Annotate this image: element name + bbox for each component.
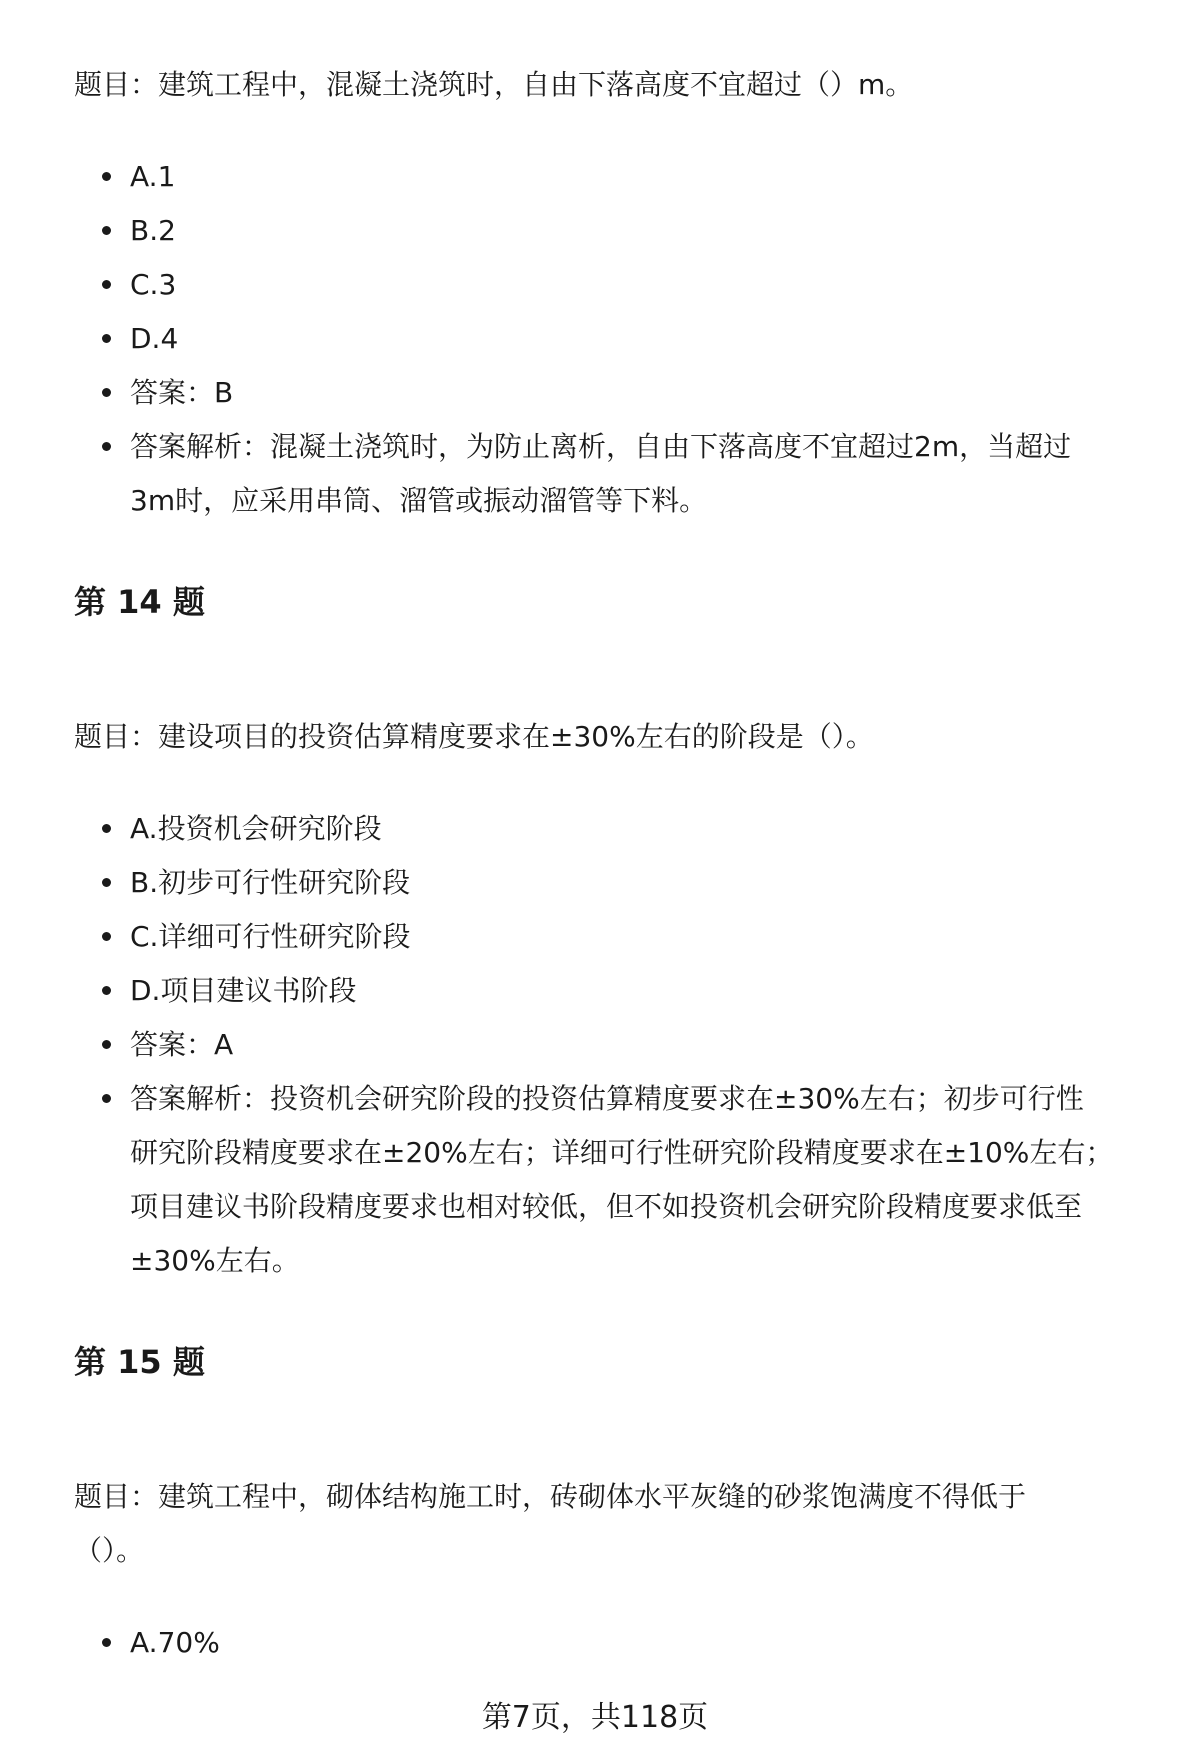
question-14-option-b: B.初步可行性研究阶段 xyxy=(130,866,411,899)
bullet xyxy=(102,986,111,995)
question-15-heading: 第 15 题 xyxy=(74,1343,205,1381)
page-number-footer: 第7页，共118页 xyxy=(481,1700,709,1735)
question-14-analysis-line-1: 答案解析：投资机会研究阶段的投资估算精度要求在±30%左右；初步可行性 xyxy=(130,1082,1084,1115)
question-14-analysis-line-3: 项目建议书阶段精度要求也相对较低，但不如投资机会研究阶段精度要求低至 xyxy=(130,1190,1083,1223)
bullet xyxy=(102,1040,111,1049)
question-14-option-a: A.投资机会研究阶段 xyxy=(130,812,382,845)
question-13-analysis-line-1: 答案解析：混凝土浇筑时，为防止离析，自由下落高度不宜超过2m，当超过 xyxy=(130,430,1072,463)
bullet xyxy=(102,334,111,343)
question-14-analysis-line-2: 研究阶段精度要求在±20%左右；详细可行性研究阶段精度要求在±10%左右； xyxy=(130,1136,1114,1169)
question-14-stem: 题目：建设项目的投资估算精度要求在±30%左右的阶段是（）。 xyxy=(74,720,874,753)
question-13-option-a: A.1 xyxy=(130,160,176,193)
question-14-option-c: C.详细可行性研究阶段 xyxy=(130,920,411,953)
bullet xyxy=(102,226,111,235)
question-13-analysis-line-2: 3m时，应采用串筒、溜管或振动溜管等下料。 xyxy=(130,484,708,517)
question-14-analysis-line-4: ±30%左右。 xyxy=(130,1244,300,1277)
question-15-option-a: A.70% xyxy=(130,1626,220,1659)
question-13-option-d: D.4 xyxy=(130,322,179,355)
question-15-stem-line-1: 题目：建筑工程中，砌体结构施工时，砖砌体水平灰缝的砂浆饱满度不得低于 xyxy=(74,1480,1027,1513)
question-14-answer: 答案：A xyxy=(130,1028,234,1061)
question-13-answer: 答案：B xyxy=(130,376,234,409)
question-13-option-b: B.2 xyxy=(130,214,176,247)
bullet xyxy=(102,1094,111,1103)
bullet xyxy=(102,824,111,833)
question-14-option-d: D.项目建议书阶段 xyxy=(130,974,357,1007)
question-15-stem-line-2: （）。 xyxy=(74,1534,145,1567)
question-13-option-c: C.3 xyxy=(130,268,177,301)
bullet xyxy=(102,1638,111,1647)
bullet xyxy=(102,280,111,289)
bullet xyxy=(102,878,111,887)
bullet xyxy=(102,172,111,181)
question-14-heading: 第 14 题 xyxy=(74,583,205,621)
bullet xyxy=(102,932,111,941)
bullet xyxy=(102,442,111,451)
question-13-stem: 题目：建筑工程中，混凝土浇筑时，自由下落高度不宜超过（）m。 xyxy=(74,68,914,101)
bullet xyxy=(102,388,111,397)
